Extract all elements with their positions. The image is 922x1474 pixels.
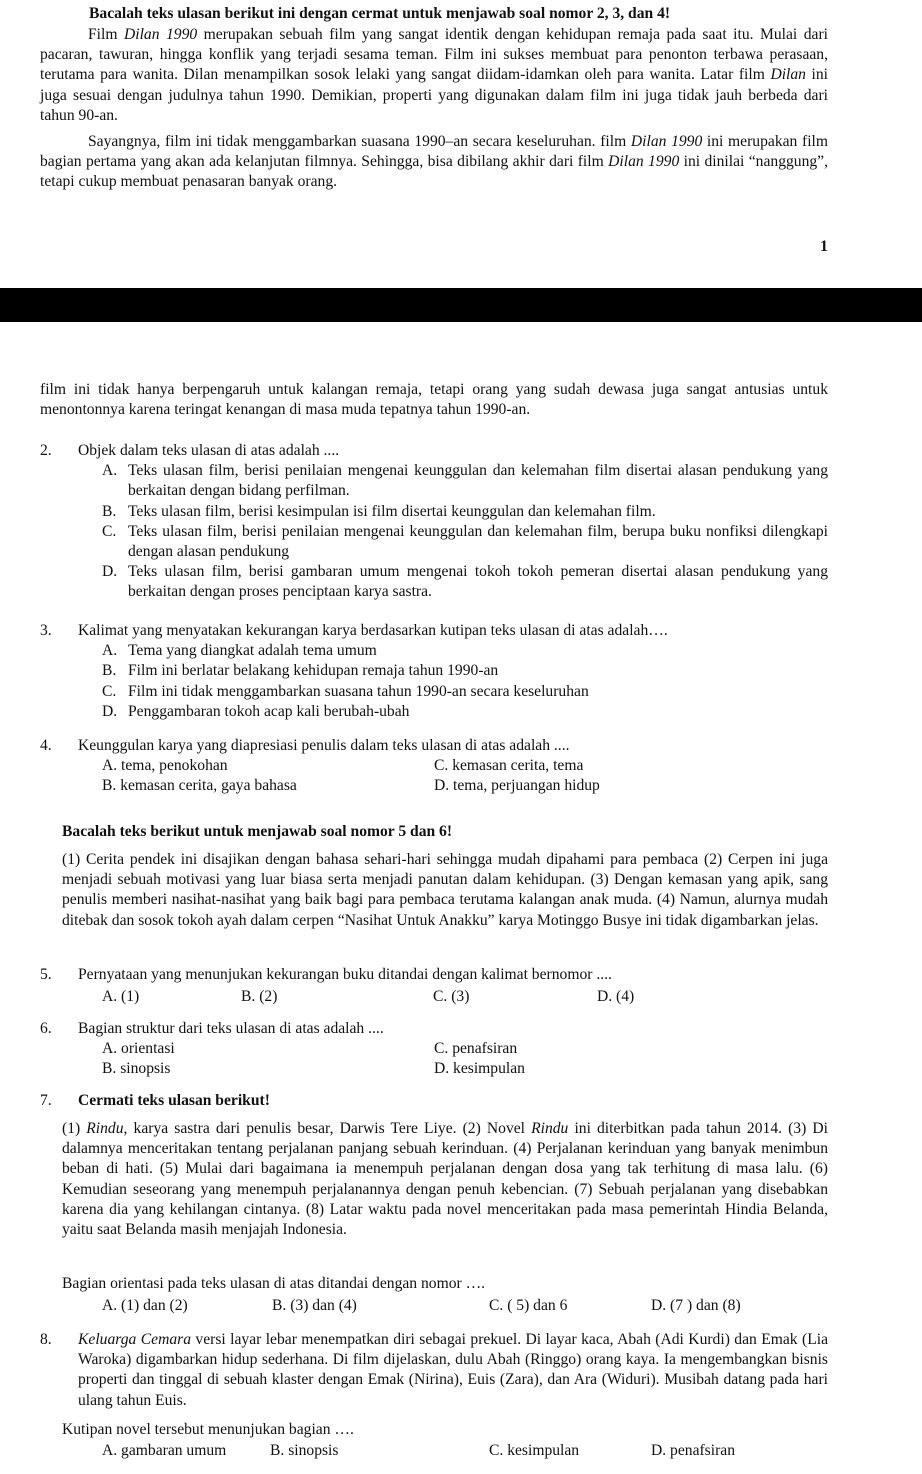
option-a[interactable]: A. Tema yang diangkat adalah tema umum [102,642,377,660]
option-d[interactable]: D. penafsiran [651,1442,735,1459]
option-b[interactable]: B. sinopsis [102,1060,171,1078]
option-a[interactable]: A. Teks ulasan film, berisi penilaian mengenai keunggulan dan kelemahan film disertai alasan pendukung yang berkaitan dengan bidang perfilman. [102,462,828,500]
question-8-question: Kutipan novel tersebut menunjukan bagian …. [62,1421,354,1438]
intro-paragraph-2: Sayangnya, film ini tidak menggambarkan suasana 1990–an secara keseluruhan. film Dilan 1990 ini merupakan film bagian pertama yang akan ada kelanjutan filmnya. Sehingga, bisa dibilang akhir dari film Dilan 1990 ini dinilai “nanggung”, tetapi cukup membuat penasaran banyak orang. [40,133,828,191]
option-b[interactable]: B. sinopsis [270,1442,339,1459]
question-7 [40,1091,828,1111]
option-d[interactable]: D. Teks ulasan film, berisi gambaran umum mengenai tokoh tokoh pemeran disertai alasan pendukung yang berkaitan dengan proses penciptaan karya sastra. [102,563,828,601]
question-7-question: Bagian orientasi pada teks ulasan di atas ditandai dengan nomor …. [62,1275,486,1292]
question-stem: 2. Objek dalam teks ulasan di atas adalah .... [40,442,340,459]
page-number: 1 [820,238,828,255]
option-b[interactable]: B. kemasan cerita, gaya bahasa [102,777,297,795]
question-7-options [40,1296,828,1316]
option-b[interactable]: B. (3) dan (4) [272,1297,357,1314]
option-a[interactable]: A. tema, penokohan [102,757,228,775]
option-c[interactable]: C. Film ini tidak menggambarkan suasana tahun 1990-an secara keseluruhan [102,682,589,700]
option-b[interactable]: B. Teks ulasan film, berisi kesimpulan isi film disertai keunggulan dan kelemahan film. [102,502,656,520]
option-b[interactable]: B. Film ini berlatar belakang kehidupan remaja tahun 1990-an [102,662,499,680]
option-c[interactable]: C. Teks ulasan film, berisi penilaian mengenai keunggulan dan kelemahan film, berupa buku nonfiksi dilengkapi dengan alasan pendukung [102,522,828,561]
question-stem: 6. Bagian struktur dari teks ulasan di atas adalah .... [40,1020,384,1037]
option-a[interactable]: A. orientasi [102,1040,175,1058]
question-stem: 8. Keluarga Cemara versi layar lebar menempatkan diri sebagai prekuel. Di layar kaca, Abah (Adi Kurdi) dan Emak (Lia Waroka) digambarkan hidup sederhana. Di film dijelaskan, dulu Abah (Ringgo) orang kaya. Ia mengembangkan bisnis properti dan tinggal di sebuah klaster dengan Emak (Nirina), Euis (Zara), dan Ara (Widuri). Musibah datang pada hari ulang tahun Euis. [40,1331,828,1409]
option-c[interactable]: C. kemasan cerita, tema [434,757,584,775]
question-6 [40,1019,828,1079]
question-stem: 7. Cermati teks ulasan berikut! [40,1092,270,1109]
question-2 [40,441,828,603]
intro-heading: Bacalah teks ulasan berikut ini dengan cermat untuk menjawab soal nomor 2, 3, dan 4! [89,5,671,22]
question-stem: 5. Pernyataan yang menunjukan kekurangan buku ditandai dengan kalimat bernomor .... [40,966,612,983]
question-8 [40,1330,828,1411]
option-c[interactable]: C. ( 5) dan 6 [489,1297,568,1314]
question-7-text: (1) Rindu, karya sastra dari penulis besar, Darwis Tere Liye. (2) Novel Rindu ini diterbitkan pada tahun 2014. (3) Di dalamnya menceritakan tentang perjalanan panjang sebuah kerinduan. (4) Perjalanan kerinduan yang banyak menimbun beban di hati. (5) Mulai dari bagaimana ia menempuh perjalanan dengan dosa yang tak terhitung di masa lalu. (6) Kemudian seseorang yang menempuh perjalanannya dengan penuh kebencian. (7) Sebuah perjalanan yang disebabkan karena dia yang kehilangan cintanya. (8) Latar waktu pada novel menceritakan pada masa pemerintah Hindia Belanda, yaitu saat Belanda masih menjajah Indonesia. [62,1120,828,1239]
option-a[interactable]: A. (1) [102,988,140,1006]
option-c[interactable]: C. (3) [433,988,470,1006]
question-stem: 3. Kalimat yang menyatakan kekurangan karya berdasarkan kutipan teks ulasan di atas adalah…. [40,622,668,639]
option-b[interactable]: B. (2) [241,988,278,1006]
option-d[interactable]: D. (7 ) dan (8) [651,1297,741,1314]
option-d[interactable]: D. kesimpulan [434,1060,525,1078]
intro-paragraph-1: Film Dilan 1990 merupakan sebuah film yang sangat identik dengan kehidupan remaja pada saat itu. Mulai dari pacaran, tawuran, hingga konflik yang terjadi sesama teman. Film ini sukses membuat para penonton terbawa perasaan, terutama para wanita. Dilan menampilkan sosok lelaki yang sangat diidam-idamkan oleh para wanita. Latar film Dilan ini juga sesuai dengan judulnya tahun 1990. Demikian, properti yang digunakan dalam film ini juga tidak jauh berbeda dari tahun 90-an. [40,26,828,124]
question-stem: 4. Keunggulan karya yang diapresiasi penulis dalam teks ulasan di atas adalah .... [40,737,570,754]
option-d[interactable]: D. Penggambaran tokoh acap kali berubah-ubah [102,702,410,720]
question-3 [40,621,828,722]
option-c[interactable]: C. kesimpulan [489,1442,580,1459]
question-8-options [40,1441,828,1461]
option-a[interactable]: A. gambaran umum [102,1442,227,1459]
option-d[interactable]: D. tema, perjuangan hidup [434,777,600,795]
question-5 [40,965,828,1007]
option-d[interactable]: D. (4) [597,988,635,1006]
page-break-bar [0,288,922,322]
option-c[interactable]: C. penafsiran [434,1040,518,1058]
intro-paragraph-3: film ini tidak hanya berpengaruh untuk kalangan remaja, tetapi orang yang sudah dewasa juga sangat antusias untuk menontonnya karena teringat kenangan di masa muda tepatnya tahun 1990-an. [40,381,828,419]
section-2-text: (1) Cerita pendek ini disajikan dengan bahasa sehari-hari sehingga mudah dipahami para pembaca (2) Cerpen ini juga menjadi sebuah motivasi yang luar biasa serta menjadi panutan dalam kehidupan. (3) Dengan kemasan yang apik, sang penulis memberi nasihat-nasihat yang baik bagi para pembaca terutama kalangan anak muda. (4) Namun, alurnya mudah ditebak dan sosok tokoh ayah dalam cerpen “Nasihat Untuk Anakku” karya Motinggo Busye ini tidak digambarkan jelas. [62,851,828,929]
question-4 [40,736,828,796]
section-2-heading: Bacalah teks berikut untuk menjawab soal nomor 5 dan 6! [62,823,453,840]
option-a[interactable]: A. (1) dan (2) [102,1297,188,1314]
